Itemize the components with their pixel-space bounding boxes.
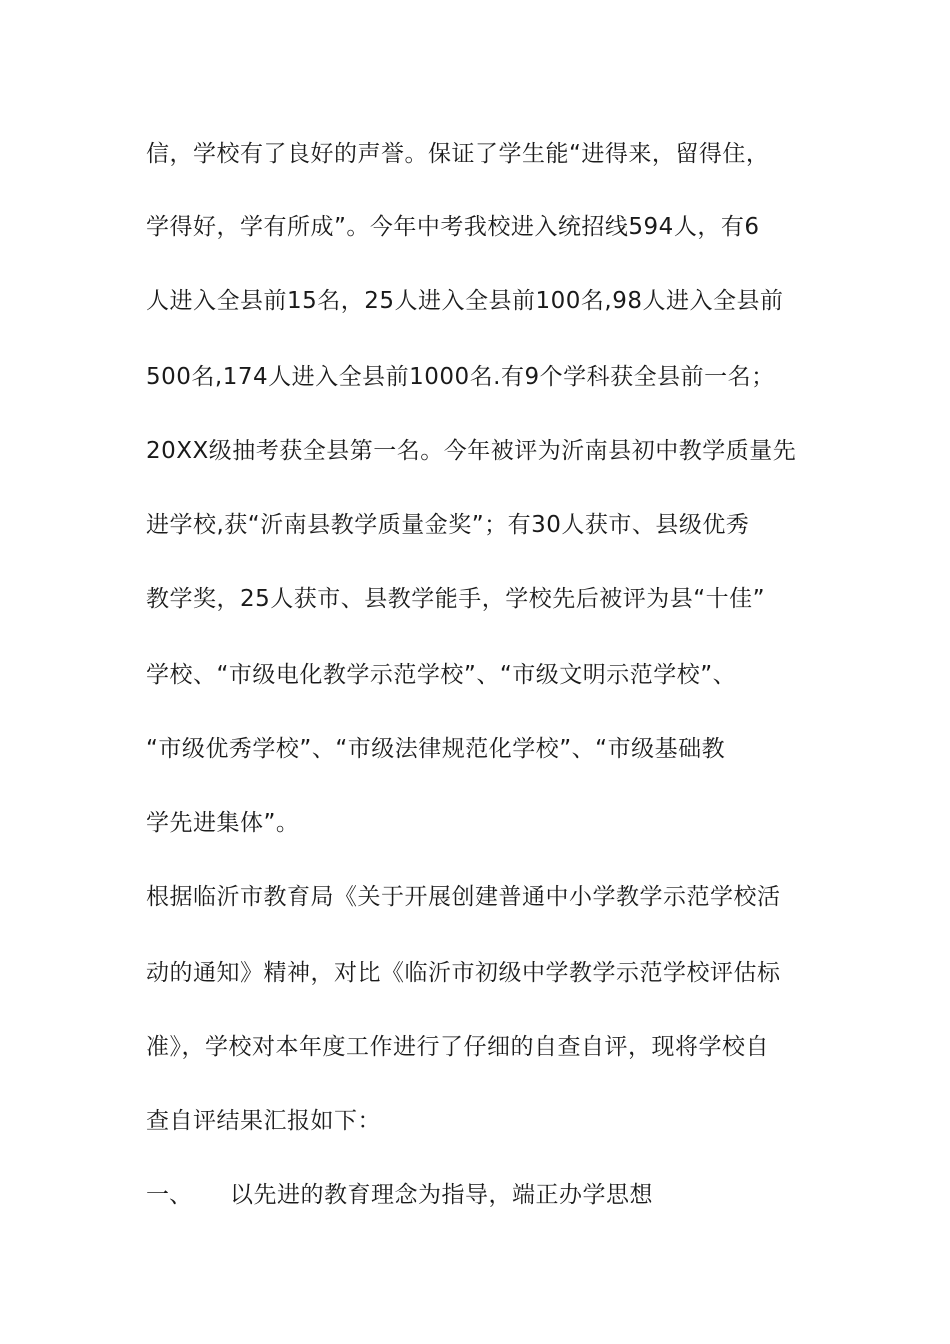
paragraph1-line-4: 500名,174人进入全县前1000名.有9个学科获全县前一名； [146, 364, 775, 390]
paragraph1-line-7: 教学奖，25人获市、县教学能手，学校先后被评为县“十佳” [146, 586, 766, 612]
paragraph1-line-8: 学校、“市级电化教学示范学校”、“市级文明示范学校”、 [146, 662, 737, 688]
paragraph2-line-2: 动的通知》精神，对比《临沂市初级中学教学示范学校评估标 [146, 960, 781, 986]
paragraph1-line-2: 学得好，学有所成”。今年中考我校进入统招线594人，有6 [146, 214, 760, 240]
paragraph2-line-1: 根据临沂市教育局《关于开展创建普通中小学教学示范学校活 [146, 884, 781, 910]
section-heading: 以先进的教育理念为指导，端正办学思想 [230, 1182, 653, 1208]
paragraph1-line-3: 人进入全县前15名，25人进入全县前100名,98人进入全县前 [146, 288, 784, 314]
paragraph1-line-1: 信，学校有了良好的声誉。保证了学生能“进得来，留得住， [146, 141, 770, 167]
paragraph1-line-9: “市级优秀学校”、“市级法律规范化学校”、“市级基础教 [146, 736, 726, 762]
paragraph2-line-3: 准》，学校对本年度工作进行了仔细的自查自评，现将学校自 [146, 1034, 769, 1060]
paragraph2-line-4: 查自评结果汇报如下： [146, 1108, 381, 1134]
section-number: 一、 [146, 1182, 192, 1208]
paragraph1-line-6: 进学校,获“沂南县教学质量金奖”；有30人获市、县级优秀 [146, 512, 750, 538]
paragraph1-line-5: 20XX级抽考获全县第一名。今年被评为沂南县初中教学质量先 [146, 438, 797, 464]
paragraph1-line-10: 学先进集体”。 [146, 810, 300, 836]
